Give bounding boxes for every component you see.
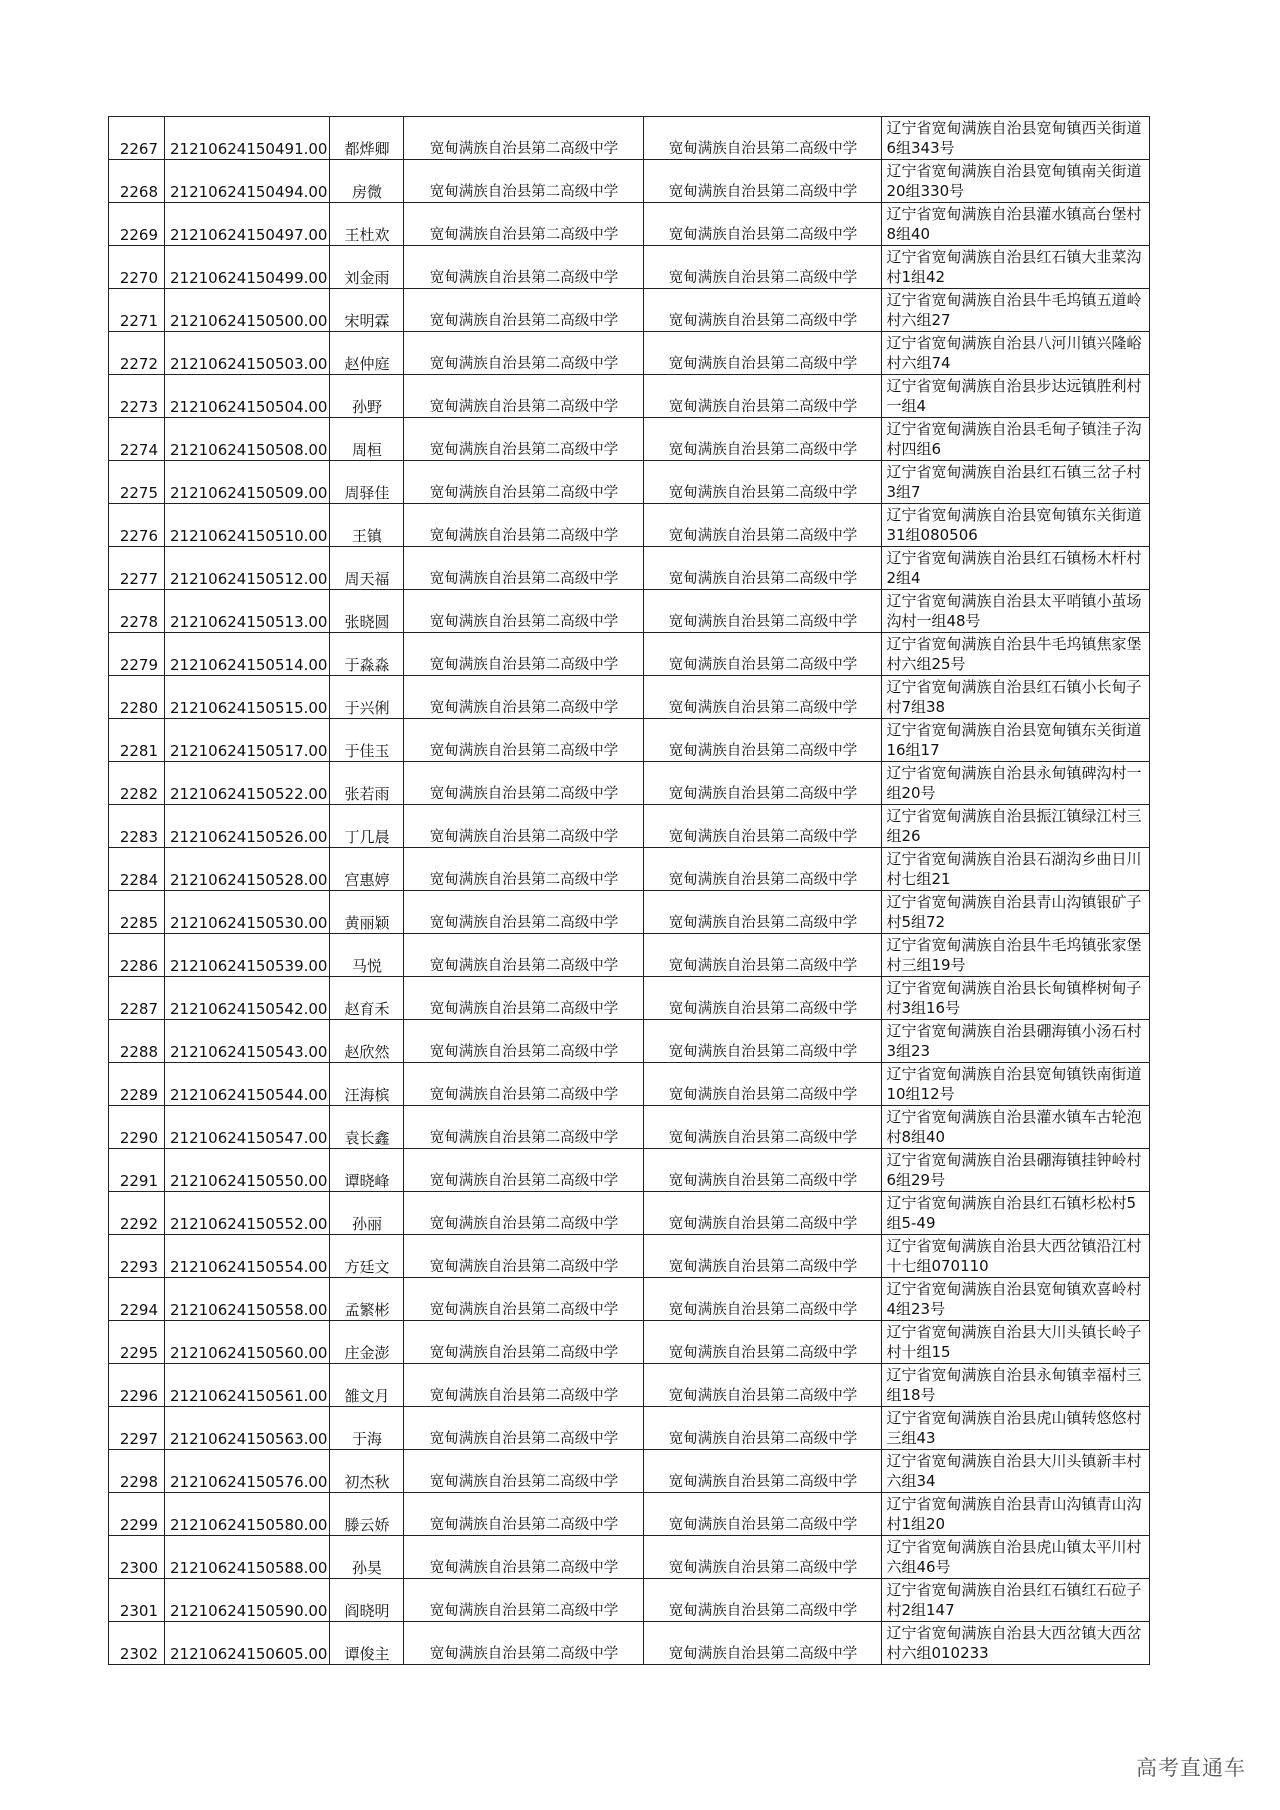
table-row xyxy=(109,1321,1150,1364)
school-name-cell: 宽甸满族自治县第二高级中学 xyxy=(404,891,644,934)
candidate-id-cell: 21210624150497.00 xyxy=(165,203,330,246)
school-name-cell: 宽甸满族自治县第二高级中学 xyxy=(404,934,644,977)
row-number-cell: 2281 xyxy=(109,719,165,762)
admitted-school-cell: 宽甸满族自治县第二高级中学 xyxy=(644,289,882,332)
admitted-school-cell: 宽甸满族自治县第二高级中学 xyxy=(644,1063,882,1106)
admitted-school-cell: 宽甸满族自治县第二高级中学 xyxy=(644,633,882,676)
home-address-cell: 辽宁省宽甸满族自治县振江镇绿江村三组26 xyxy=(882,805,1150,848)
table-row xyxy=(109,1063,1150,1106)
student-name-cell: 王杜欢 xyxy=(330,203,404,246)
home-address-cell: 辽宁省宽甸满族自治县永甸镇碑沟村一组20号 xyxy=(882,762,1150,805)
admitted-school-cell: 宽甸满族自治县第二高级中学 xyxy=(644,1321,882,1364)
table-row xyxy=(109,934,1150,977)
table-row xyxy=(109,117,1150,160)
admitted-school-cell: 宽甸满族自治县第二高级中学 xyxy=(644,1364,882,1407)
table-row xyxy=(109,1579,1150,1622)
school-name-cell: 宽甸满族自治县第二高级中学 xyxy=(404,332,644,375)
student-name-cell: 王镇 xyxy=(330,504,404,547)
school-name-cell: 宽甸满族自治县第二高级中学 xyxy=(404,246,644,289)
table-row xyxy=(109,461,1150,504)
row-number-cell: 2268 xyxy=(109,160,165,203)
table-row xyxy=(109,805,1150,848)
home-address-cell: 辽宁省宽甸满族自治县红石镇红石砬子村2组147 xyxy=(882,1579,1150,1622)
row-number-cell: 2295 xyxy=(109,1321,165,1364)
home-address-cell: 辽宁省宽甸满族自治县宽甸镇东关街道16组17 xyxy=(882,719,1150,762)
student-name-cell: 丁几晨 xyxy=(330,805,404,848)
admitted-school-cell: 宽甸满族自治县第二高级中学 xyxy=(644,719,882,762)
school-name-cell: 宽甸满族自治县第二高级中学 xyxy=(404,375,644,418)
table-row xyxy=(109,1106,1150,1149)
table-row xyxy=(109,1149,1150,1192)
school-name-cell: 宽甸满族自治县第二高级中学 xyxy=(404,1106,644,1149)
admitted-school-cell: 宽甸满族自治县第二高级中学 xyxy=(644,1278,882,1321)
student-name-cell: 于兴俐 xyxy=(330,676,404,719)
row-number-cell: 2287 xyxy=(109,977,165,1020)
candidate-id-cell: 21210624150509.00 xyxy=(165,461,330,504)
home-address-cell: 辽宁省宽甸满族自治县永甸镇幸福村三组18号 xyxy=(882,1364,1150,1407)
home-address-cell: 辽宁省宽甸满族自治县虎山镇转悠悠村三组43 xyxy=(882,1407,1150,1450)
student-name-cell: 滕云娇 xyxy=(330,1493,404,1536)
school-name-cell: 宽甸满族自治县第二高级中学 xyxy=(404,633,644,676)
school-name-cell: 宽甸满族自治县第二高级中学 xyxy=(404,1063,644,1106)
row-number-cell: 2286 xyxy=(109,934,165,977)
student-name-cell: 马悦 xyxy=(330,934,404,977)
admitted-school-cell: 宽甸满族自治县第二高级中学 xyxy=(644,1622,882,1665)
student-name-cell: 孙昊 xyxy=(330,1536,404,1579)
home-address-cell: 辽宁省宽甸满族自治县石湖沟乡曲日川村七组21 xyxy=(882,848,1150,891)
candidate-id-cell: 21210624150550.00 xyxy=(165,1149,330,1192)
student-name-cell: 孙丽 xyxy=(330,1192,404,1235)
candidate-id-cell: 21210624150590.00 xyxy=(165,1579,330,1622)
admitted-school-cell: 宽甸满族自治县第二高级中学 xyxy=(644,1192,882,1235)
table-row xyxy=(109,719,1150,762)
table-row xyxy=(109,762,1150,805)
row-number-cell: 2278 xyxy=(109,590,165,633)
school-name-cell: 宽甸满族自治县第二高级中学 xyxy=(404,1321,644,1364)
school-name-cell: 宽甸满族自治县第二高级中学 xyxy=(404,805,644,848)
row-number-cell: 2267 xyxy=(109,117,165,160)
row-number-cell: 2282 xyxy=(109,762,165,805)
admitted-school-cell: 宽甸满族自治县第二高级中学 xyxy=(644,332,882,375)
home-address-cell: 辽宁省宽甸满族自治县硼海镇挂钟岭村6组29号 xyxy=(882,1149,1150,1192)
row-number-cell: 2272 xyxy=(109,332,165,375)
table-row xyxy=(109,1493,1150,1536)
home-address-cell: 辽宁省宽甸满族自治县宽甸镇欢喜岭村4组23号 xyxy=(882,1278,1150,1321)
admitted-school-cell: 宽甸满族自治县第二高级中学 xyxy=(644,1020,882,1063)
admitted-school-cell: 宽甸满族自治县第二高级中学 xyxy=(644,1149,882,1192)
school-name-cell: 宽甸满族自治县第二高级中学 xyxy=(404,1235,644,1278)
admitted-school-cell: 宽甸满族自治县第二高级中学 xyxy=(644,590,882,633)
student-name-cell: 周桓 xyxy=(330,418,404,461)
candidate-id-cell: 21210624150605.00 xyxy=(165,1622,330,1665)
home-address-cell: 辽宁省宽甸满族自治县太平哨镇小茧场沟村一组48号 xyxy=(882,590,1150,633)
admitted-school-cell: 宽甸满族自治县第二高级中学 xyxy=(644,375,882,418)
school-name-cell: 宽甸满族自治县第二高级中学 xyxy=(404,590,644,633)
row-number-cell: 2279 xyxy=(109,633,165,676)
admitted-school-cell: 宽甸满族自治县第二高级中学 xyxy=(644,547,882,590)
candidate-id-cell: 21210624150539.00 xyxy=(165,934,330,977)
school-name-cell: 宽甸满族自治县第二高级中学 xyxy=(404,289,644,332)
admitted-school-cell: 宽甸满族自治县第二高级中学 xyxy=(644,461,882,504)
candidate-id-cell: 21210624150499.00 xyxy=(165,246,330,289)
school-name-cell: 宽甸满族自治县第二高级中学 xyxy=(404,504,644,547)
table-row xyxy=(109,1192,1150,1235)
table-row xyxy=(109,1622,1150,1665)
school-name-cell: 宽甸满族自治县第二高级中学 xyxy=(404,1364,644,1407)
home-address-cell: 辽宁省宽甸满族自治县灌水镇车古轮泡村8组40 xyxy=(882,1106,1150,1149)
row-number-cell: 2274 xyxy=(109,418,165,461)
table-row xyxy=(109,891,1150,934)
home-address-cell: 辽宁省宽甸满族自治县毛甸子镇洼子沟村四组6 xyxy=(882,418,1150,461)
student-name-cell: 都烨卿 xyxy=(330,117,404,160)
admitted-school-cell: 宽甸满族自治县第二高级中学 xyxy=(644,1493,882,1536)
student-name-cell: 房微 xyxy=(330,160,404,203)
student-name-cell: 张若雨 xyxy=(330,762,404,805)
candidate-id-cell: 21210624150522.00 xyxy=(165,762,330,805)
candidate-id-cell: 21210624150526.00 xyxy=(165,805,330,848)
row-number-cell: 2284 xyxy=(109,848,165,891)
row-number-cell: 2285 xyxy=(109,891,165,934)
candidate-id-cell: 21210624150528.00 xyxy=(165,848,330,891)
student-name-cell: 黄丽颖 xyxy=(330,891,404,934)
student-name-cell: 宋明霖 xyxy=(330,289,404,332)
table-row xyxy=(109,1364,1150,1407)
table-body xyxy=(109,117,1150,1665)
candidate-id-cell: 21210624150561.00 xyxy=(165,1364,330,1407)
row-number-cell: 2302 xyxy=(109,1622,165,1665)
candidate-id-cell: 21210624150517.00 xyxy=(165,719,330,762)
row-number-cell: 2280 xyxy=(109,676,165,719)
admitted-school-cell: 宽甸满族自治县第二高级中学 xyxy=(644,1536,882,1579)
home-address-cell: 辽宁省宽甸满族自治县红石镇大韭菜沟村1组42 xyxy=(882,246,1150,289)
student-name-cell: 赵仲庭 xyxy=(330,332,404,375)
home-address-cell: 辽宁省宽甸满族自治县长甸镇桦树甸子村3组16号 xyxy=(882,977,1150,1020)
candidate-id-cell: 21210624150514.00 xyxy=(165,633,330,676)
candidate-id-cell: 21210624150504.00 xyxy=(165,375,330,418)
student-name-cell: 刘金雨 xyxy=(330,246,404,289)
school-name-cell: 宽甸满族自治县第二高级中学 xyxy=(404,1536,644,1579)
row-number-cell: 2277 xyxy=(109,547,165,590)
school-name-cell: 宽甸满族自治县第二高级中学 xyxy=(404,1278,644,1321)
admitted-school-cell: 宽甸满族自治县第二高级中学 xyxy=(644,934,882,977)
candidate-id-cell: 21210624150552.00 xyxy=(165,1192,330,1235)
admitted-school-cell: 宽甸满族自治县第二高级中学 xyxy=(644,848,882,891)
candidate-id-cell: 21210624150588.00 xyxy=(165,1536,330,1579)
candidate-id-cell: 21210624150513.00 xyxy=(165,590,330,633)
school-name-cell: 宽甸满族自治县第二高级中学 xyxy=(404,1149,644,1192)
school-name-cell: 宽甸满族自治县第二高级中学 xyxy=(404,1192,644,1235)
school-name-cell: 宽甸满族自治县第二高级中学 xyxy=(404,719,644,762)
student-name-cell: 于淼淼 xyxy=(330,633,404,676)
home-address-cell: 辽宁省宽甸满族自治县宽甸镇西关街道6组343号 xyxy=(882,117,1150,160)
home-address-cell: 辽宁省宽甸满族自治县牛毛坞镇五道岭村六组27 xyxy=(882,289,1150,332)
table-row xyxy=(109,1235,1150,1278)
student-name-cell: 于海 xyxy=(330,1407,404,1450)
table-row xyxy=(109,977,1150,1020)
table-row xyxy=(109,1020,1150,1063)
student-name-cell: 阎晓明 xyxy=(330,1579,404,1622)
row-number-cell: 2269 xyxy=(109,203,165,246)
table-row xyxy=(109,676,1150,719)
admitted-school-cell: 宽甸满族自治县第二高级中学 xyxy=(644,117,882,160)
student-name-cell: 谭晓峰 xyxy=(330,1149,404,1192)
admitted-school-cell: 宽甸满族自治县第二高级中学 xyxy=(644,1407,882,1450)
row-number-cell: 2291 xyxy=(109,1149,165,1192)
row-number-cell: 2300 xyxy=(109,1536,165,1579)
school-name-cell: 宽甸满族自治县第二高级中学 xyxy=(404,418,644,461)
admitted-school-cell: 宽甸满族自治县第二高级中学 xyxy=(644,160,882,203)
student-name-cell: 谭俊主 xyxy=(330,1622,404,1665)
admitted-school-cell: 宽甸满族自治县第二高级中学 xyxy=(644,504,882,547)
candidate-id-cell: 21210624150503.00 xyxy=(165,332,330,375)
school-name-cell: 宽甸满族自治县第二高级中学 xyxy=(404,1622,644,1665)
school-name-cell: 宽甸满族自治县第二高级中学 xyxy=(404,762,644,805)
student-name-cell: 袁长鑫 xyxy=(330,1106,404,1149)
row-number-cell: 2290 xyxy=(109,1106,165,1149)
school-name-cell: 宽甸满族自治县第二高级中学 xyxy=(404,1493,644,1536)
admitted-school-cell: 宽甸满族自治县第二高级中学 xyxy=(644,676,882,719)
row-number-cell: 2299 xyxy=(109,1493,165,1536)
candidate-id-cell: 21210624150563.00 xyxy=(165,1407,330,1450)
row-number-cell: 2271 xyxy=(109,289,165,332)
table-row xyxy=(109,203,1150,246)
candidate-id-cell: 21210624150515.00 xyxy=(165,676,330,719)
home-address-cell: 辽宁省宽甸满族自治县大川头镇长岭子村十组15 xyxy=(882,1321,1150,1364)
row-number-cell: 2276 xyxy=(109,504,165,547)
admitted-school-cell: 宽甸满族自治县第二高级中学 xyxy=(644,1106,882,1149)
student-name-cell: 孙野 xyxy=(330,375,404,418)
home-address-cell: 辽宁省宽甸满族自治县步达远镇胜利村一组4 xyxy=(882,375,1150,418)
school-name-cell: 宽甸满族自治县第二高级中学 xyxy=(404,203,644,246)
home-address-cell: 辽宁省宽甸满族自治县牛毛坞镇张家堡村三组19号 xyxy=(882,934,1150,977)
candidate-id-cell: 21210624150510.00 xyxy=(165,504,330,547)
row-number-cell: 2273 xyxy=(109,375,165,418)
student-name-cell: 庄金澎 xyxy=(330,1321,404,1364)
table-row xyxy=(109,504,1150,547)
row-number-cell: 2292 xyxy=(109,1192,165,1235)
school-name-cell: 宽甸满族自治县第二高级中学 xyxy=(404,547,644,590)
row-number-cell: 2275 xyxy=(109,461,165,504)
student-name-cell: 周天福 xyxy=(330,547,404,590)
home-address-cell: 辽宁省宽甸满族自治县牛毛坞镇焦家堡村六组25号 xyxy=(882,633,1150,676)
school-name-cell: 宽甸满族自治县第二高级中学 xyxy=(404,1020,644,1063)
table-row xyxy=(109,332,1150,375)
home-address-cell: 辽宁省宽甸满族自治县大西岔镇大西岔村六组010233 xyxy=(882,1622,1150,1665)
student-name-cell: 方廷文 xyxy=(330,1235,404,1278)
home-address-cell: 辽宁省宽甸满族自治县红石镇三岔子村3组7 xyxy=(882,461,1150,504)
table-row xyxy=(109,375,1150,418)
school-name-cell: 宽甸满族自治县第二高级中学 xyxy=(404,461,644,504)
admitted-school-cell: 宽甸满族自治县第二高级中学 xyxy=(644,246,882,289)
table-row xyxy=(109,633,1150,676)
table-row xyxy=(109,1536,1150,1579)
admitted-school-cell: 宽甸满族自治县第二高级中学 xyxy=(644,762,882,805)
school-name-cell: 宽甸满族自治县第二高级中学 xyxy=(404,1450,644,1493)
candidate-id-cell: 21210624150512.00 xyxy=(165,547,330,590)
candidate-id-cell: 21210624150543.00 xyxy=(165,1020,330,1063)
home-address-cell: 辽宁省宽甸满族自治县宽甸镇南关街道20组330号 xyxy=(882,160,1150,203)
school-name-cell: 宽甸满族自治县第二高级中学 xyxy=(404,160,644,203)
admitted-school-cell: 宽甸满族自治县第二高级中学 xyxy=(644,805,882,848)
row-number-cell: 2298 xyxy=(109,1450,165,1493)
candidate-id-cell: 21210624150530.00 xyxy=(165,891,330,934)
student-name-cell: 赵欣然 xyxy=(330,1020,404,1063)
candidate-id-cell: 21210624150558.00 xyxy=(165,1278,330,1321)
home-address-cell: 辽宁省宽甸满族自治县大西岔镇沿江村十七组070110 xyxy=(882,1235,1150,1278)
home-address-cell: 辽宁省宽甸满族自治县八河川镇兴隆峪村六组74 xyxy=(882,332,1150,375)
candidate-id-cell: 21210624150544.00 xyxy=(165,1063,330,1106)
table-row xyxy=(109,246,1150,289)
candidate-id-cell: 21210624150500.00 xyxy=(165,289,330,332)
candidate-id-cell: 21210624150554.00 xyxy=(165,1235,330,1278)
row-number-cell: 2283 xyxy=(109,805,165,848)
home-address-cell: 辽宁省宽甸满族自治县青山沟镇青山沟村1组20 xyxy=(882,1493,1150,1536)
candidate-id-cell: 21210624150580.00 xyxy=(165,1493,330,1536)
student-name-cell: 孟繁彬 xyxy=(330,1278,404,1321)
watermark-text: 高考直通车 xyxy=(1136,1756,1246,1780)
candidate-id-cell: 21210624150494.00 xyxy=(165,160,330,203)
admitted-school-cell: 宽甸满族自治县第二高级中学 xyxy=(644,418,882,461)
table-row xyxy=(109,1407,1150,1450)
candidate-id-cell: 21210624150547.00 xyxy=(165,1106,330,1149)
row-number-cell: 2289 xyxy=(109,1063,165,1106)
school-name-cell: 宽甸满族自治县第二高级中学 xyxy=(404,848,644,891)
row-number-cell: 2270 xyxy=(109,246,165,289)
student-name-cell: 周驿佳 xyxy=(330,461,404,504)
student-name-cell: 于佳玉 xyxy=(330,719,404,762)
table-row xyxy=(109,1450,1150,1493)
student-name-cell: 张晓圆 xyxy=(330,590,404,633)
school-name-cell: 宽甸满族自治县第二高级中学 xyxy=(404,1579,644,1622)
table-row xyxy=(109,1278,1150,1321)
table-row xyxy=(109,289,1150,332)
admitted-school-cell: 宽甸满族自治县第二高级中学 xyxy=(644,891,882,934)
table-row xyxy=(109,547,1150,590)
home-address-cell: 辽宁省宽甸满族自治县硼海镇小汤石村3组23 xyxy=(882,1020,1150,1063)
row-number-cell: 2301 xyxy=(109,1579,165,1622)
student-name-cell: 初杰秋 xyxy=(330,1450,404,1493)
admitted-school-cell: 宽甸满族自治县第二高级中学 xyxy=(644,1579,882,1622)
student-name-cell: 赵育禾 xyxy=(330,977,404,1020)
school-name-cell: 宽甸满族自治县第二高级中学 xyxy=(404,977,644,1020)
candidate-id-cell: 21210624150508.00 xyxy=(165,418,330,461)
home-address-cell: 辽宁省宽甸满族自治县宽甸镇东关街道31组080506 xyxy=(882,504,1150,547)
home-address-cell: 辽宁省宽甸满族自治县虎山镇太平川村六组46号 xyxy=(882,1536,1150,1579)
student-name-cell: 宫惠婷 xyxy=(330,848,404,891)
home-address-cell: 辽宁省宽甸满族自治县红石镇小长甸子村7组38 xyxy=(882,676,1150,719)
home-address-cell: 辽宁省宽甸满族自治县大川头镇新丰村六组34 xyxy=(882,1450,1150,1493)
home-address-cell: 辽宁省宽甸满族自治县宽甸镇铁南街道10组12号 xyxy=(882,1063,1150,1106)
table-row xyxy=(109,590,1150,633)
admitted-school-cell: 宽甸满族自治县第二高级中学 xyxy=(644,1235,882,1278)
home-address-cell: 辽宁省宽甸满族自治县灌水镇高台堡村8组40 xyxy=(882,203,1150,246)
row-number-cell: 2294 xyxy=(109,1278,165,1321)
home-address-cell: 辽宁省宽甸满族自治县红石镇杨木杆村2组4 xyxy=(882,547,1150,590)
admitted-school-cell: 宽甸满族自治县第二高级中学 xyxy=(644,977,882,1020)
student-name-cell: 雒文月 xyxy=(330,1364,404,1407)
row-number-cell: 2297 xyxy=(109,1407,165,1450)
admitted-school-cell: 宽甸满族自治县第二高级中学 xyxy=(644,203,882,246)
school-name-cell: 宽甸满族自治县第二高级中学 xyxy=(404,117,644,160)
home-address-cell: 辽宁省宽甸满族自治县青山沟镇银矿子村5组72 xyxy=(882,891,1150,934)
home-address-cell: 辽宁省宽甸满族自治县红石镇杉松村5组5-49 xyxy=(882,1192,1150,1235)
row-number-cell: 2288 xyxy=(109,1020,165,1063)
school-name-cell: 宽甸满族自治县第二高级中学 xyxy=(404,1407,644,1450)
table-row xyxy=(109,848,1150,891)
candidate-id-cell: 21210624150560.00 xyxy=(165,1321,330,1364)
candidate-id-cell: 21210624150576.00 xyxy=(165,1450,330,1493)
candidate-id-cell: 21210624150491.00 xyxy=(165,117,330,160)
candidate-id-cell: 21210624150542.00 xyxy=(165,977,330,1020)
row-number-cell: 2296 xyxy=(109,1364,165,1407)
student-name-cell: 汪海槟 xyxy=(330,1063,404,1106)
row-number-cell: 2293 xyxy=(109,1235,165,1278)
table-row xyxy=(109,160,1150,203)
student-table xyxy=(108,116,1150,1665)
table-row xyxy=(109,418,1150,461)
admitted-school-cell: 宽甸满族自治县第二高级中学 xyxy=(644,1450,882,1493)
school-name-cell: 宽甸满族自治县第二高级中学 xyxy=(404,676,644,719)
